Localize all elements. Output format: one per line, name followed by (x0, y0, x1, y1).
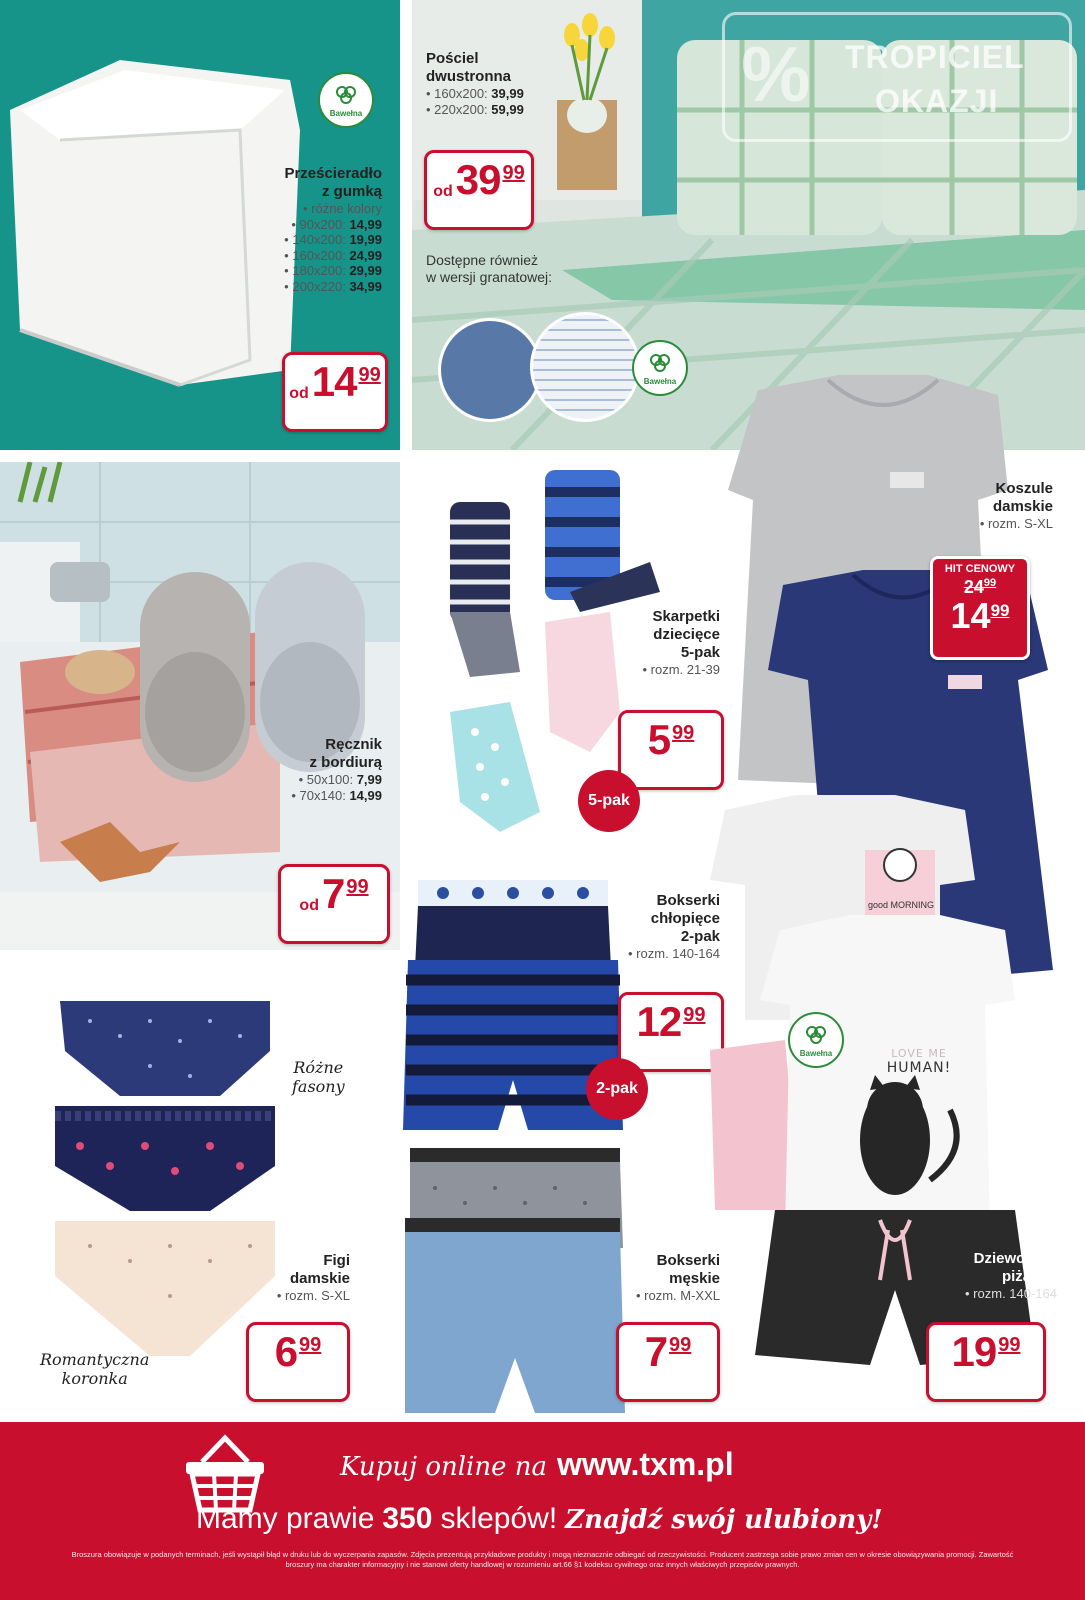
pak-txt: -pak (597, 792, 630, 809)
pajamas-shirt-text (864, 1047, 974, 1076)
sheet-val: 24,99 (349, 247, 382, 263)
socks-spec: • rozm. 21-39 (642, 662, 720, 677)
bedding-val: 39,99 (491, 86, 524, 101)
towel-name-2: z bordiurą (309, 754, 382, 771)
towel-spec: • 50x100: (298, 772, 354, 787)
sheet-spec: • 200x220: (284, 278, 346, 294)
price-gr: 99 (683, 1004, 706, 1026)
mens-boxers-name-1: Bokserki (656, 1252, 720, 1269)
pajamas-shirt-text-1: LOVE ME (891, 1047, 947, 1060)
price-zl: 14 (950, 595, 991, 636)
old-price-gr: 99 (983, 577, 997, 589)
stores-line (196, 1502, 883, 1536)
briefs-note-1b: fasony (292, 1077, 345, 1096)
bedding-name-2: dwustronna (426, 68, 511, 85)
socks-name-3: 5-pak (680, 644, 720, 661)
watermark-line-2: OKAZJI (875, 83, 999, 119)
price-prefix: od (299, 897, 319, 914)
boys-boxers-spec: • rozm. 140-164 (628, 946, 720, 961)
sheet-info (284, 165, 382, 295)
cotton-badge (788, 1012, 844, 1068)
nightshirts-hit-price-tag (930, 556, 1030, 660)
boys-boxers-name-3: 2-pak (680, 928, 720, 945)
sheet-spec: • 140x200: (284, 232, 346, 248)
legal-disclaimer: Broszura obowiązuje w podanych terminach, jeśli wystąpił błąd w druku lub do wyczerpania zapasów. Zdjęcia prezentują przykładowe produkty i mogą nieznacznie odbiegać od rzeczywistości. Producent zastrzega sobie prawo zmian cen w okresie obowiązywania promocji. Zawartość broszury ma charakter informacyjny i nie stanowi oferty handlowej w rozumieniu art.66 §1 kodeksu cywilnego oraz innych właściwych przepisów prawnych. (71, 1550, 1014, 1570)
price-gr: 99 (358, 364, 381, 386)
price-zl: 14 (311, 358, 357, 405)
bedding-name-1: Pościel (426, 50, 479, 67)
pajamas-price-tag (926, 1322, 1046, 1402)
towel-info (291, 736, 382, 803)
bedding-price-tag (424, 150, 534, 230)
cotton-label: Bawełna (799, 1048, 833, 1058)
footer-banner (0, 1422, 1085, 1600)
sheet-spec: • 90x200: (291, 216, 346, 232)
cotton-flower-icon (804, 1023, 828, 1047)
sheet-name-2: z gumką (321, 183, 382, 200)
price-prefix: od (289, 385, 309, 402)
checked-swatch (530, 312, 640, 422)
sheet-price-tag (282, 352, 388, 432)
pak-num: 5 (588, 792, 597, 809)
stores-text-c: Znajdź swój ulubiony! (565, 1505, 883, 1535)
nightshirts-info (980, 480, 1053, 532)
shop-online-line (340, 1446, 734, 1483)
price-zl: 5 (647, 716, 671, 763)
mens-boxers-spec: • rozm. M-XXL (635, 1288, 720, 1303)
price-gr: 99 (346, 876, 369, 898)
socks-pack-badge (578, 770, 640, 832)
cotton-flower-icon (334, 83, 358, 107)
boys-boxers-pack-badge (586, 1058, 648, 1120)
briefs-name-2: damskie (289, 1270, 350, 1287)
bedding-also-line-1: Dostępne również (426, 252, 539, 268)
bedding-val: 59,99 (491, 101, 524, 117)
sheet-panel (0, 0, 400, 450)
mens-boxers-info (580, 1252, 720, 1304)
sheet-val: 14,99 (349, 216, 382, 232)
stores-text-a: Mamy prawie (196, 1502, 375, 1535)
pajamas-shirt-text-2: HUMAN! (886, 1060, 952, 1076)
briefs-note-koronka (40, 1350, 149, 1388)
price-zl: 39 (455, 156, 501, 203)
pajamas-name-1: Dziewczęce (973, 1250, 1057, 1267)
hit-label: HIT CENOWY (944, 563, 1016, 575)
cotton-label: Bawełna (329, 108, 363, 118)
shop-online-text: Kupuj online na (340, 1452, 547, 1482)
watermark-percent-icon: % (741, 30, 811, 118)
briefs-name-1: Figi (323, 1252, 350, 1269)
towel-panel (0, 462, 400, 950)
price-gr: 99 (299, 1334, 322, 1356)
new-price (933, 595, 1027, 636)
sheet-val: 29,99 (349, 263, 382, 279)
pak-num: 2 (596, 1080, 605, 1097)
nightshirts-spec: • rozm. S-XL (979, 516, 1053, 531)
cotton-badge (632, 340, 688, 396)
briefs-spec: • rozm. S-XL (276, 1288, 350, 1303)
sheet-val: 34,99 (349, 278, 382, 294)
cotton-badge (318, 72, 374, 128)
shop-url-link[interactable]: www.txm.pl (556, 1446, 734, 1482)
sheet-spec: • 180x200: (284, 263, 346, 279)
price-zl: 19 (951, 1328, 997, 1375)
price-zl: 7 (644, 1328, 668, 1375)
stores-count: 350 (382, 1502, 433, 1535)
old-price-zl: 24 (963, 577, 984, 597)
price-zl: 6 (274, 1328, 298, 1375)
price-zl: 7 (321, 870, 345, 917)
price-gr: 99 (672, 722, 695, 744)
boys-boxers-info (570, 892, 720, 962)
bedding-also-line-2: w wersji granatowej: (426, 268, 553, 285)
mens-boxers-name-2: męskie (669, 1270, 720, 1287)
sheet-spec: • 160x200: (284, 247, 346, 263)
price-prefix: od (433, 183, 453, 200)
briefs-note-2a: Romantyczna (40, 1350, 150, 1369)
sheet-name-1: Prześcieradło (284, 165, 382, 182)
pajamas-info (965, 1250, 1057, 1302)
pajamas-name-2: piżamki (1001, 1268, 1057, 1285)
bedding-info (426, 50, 524, 117)
bedding-spec: • 220x200: (426, 101, 488, 117)
nightshirts-name-1: Koszule (995, 480, 1053, 497)
pak-txt: -pak (605, 1080, 638, 1097)
sheet-spec: • różne kolory (303, 201, 382, 216)
cotton-flower-icon (648, 351, 672, 375)
briefs-note-2b: koronka (61, 1369, 128, 1388)
watermark-line-1: TROPICIEL (845, 39, 1025, 75)
price-gr: 99 (990, 601, 1010, 620)
bedding-spec: • 160x200: (426, 86, 488, 101)
briefs-note-1a: Różne (293, 1058, 344, 1077)
briefs-note-fasony (292, 1058, 345, 1096)
boys-boxers-name-1: Bokserki (656, 892, 720, 909)
cotton-label: Bawełna (643, 376, 677, 386)
towel-name-1: Ręcznik (325, 736, 382, 753)
pajamas-good-morning: good MORNING (867, 900, 935, 910)
socks-name-2: dziecięce (653, 626, 720, 643)
price-gr: 99 (502, 162, 525, 184)
pajamas-spec: • rozm. 140-164 (965, 1286, 1057, 1301)
boys-boxers-name-2: chłopięce (650, 910, 720, 927)
price-gr: 99 (998, 1334, 1021, 1356)
navy-swatch (438, 318, 542, 422)
briefs-price-tag (246, 1322, 350, 1402)
sheet-val: 19,99 (349, 232, 382, 248)
socks-name-1: Skarpetki (652, 608, 720, 625)
price-zl: 12 (636, 998, 682, 1045)
socks-info (560, 608, 720, 678)
nightshirts-name-2: damskie (992, 498, 1053, 515)
briefs-info (210, 1252, 350, 1304)
towel-val: 7,99 (356, 772, 382, 787)
socks-price-tag (618, 710, 724, 790)
stores-text-b: sklepów! (440, 1502, 558, 1535)
towel-spec: • 70x140: (291, 787, 346, 803)
towel-val: 14,99 (349, 787, 382, 803)
price-gr: 99 (669, 1334, 692, 1356)
towel-price-tag (278, 864, 390, 944)
bedding-also-available (426, 252, 552, 286)
watermark (722, 12, 1072, 142)
